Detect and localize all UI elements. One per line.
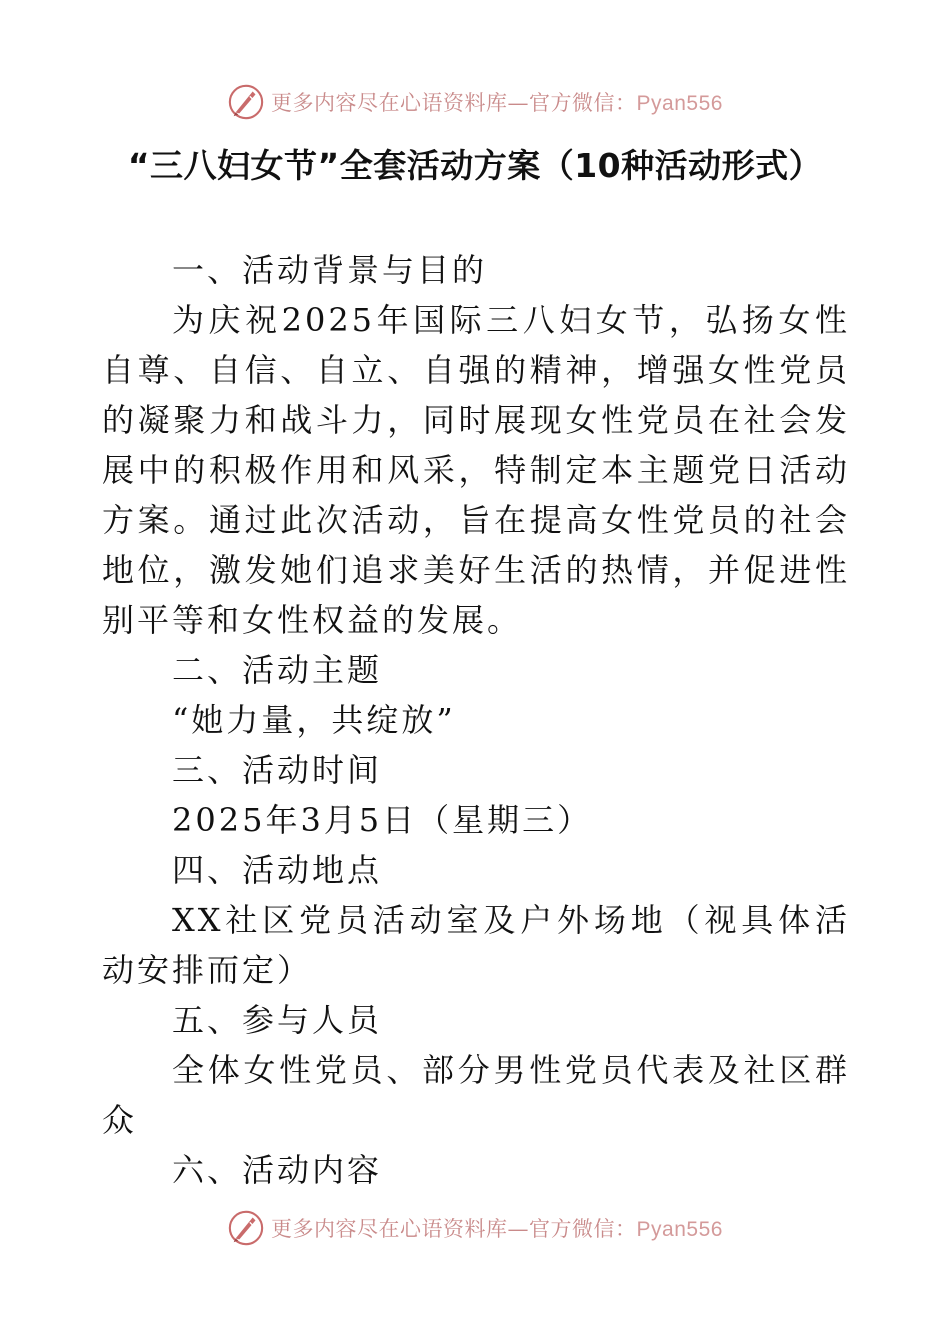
background-paragraph: 为庆祝2025年国际三八妇女节，弘扬女性自尊、自信、自立、自强的精神，增强女性党员的凝聚力和战斗力，同时展现女性党员在社会发展中的积极作用和风采，特制定本主题党日活动方案。通过此次活动，旨在提高女性党员的社会地位，激发她们追求美好生活的热情，并促进性别平等和女性权益的发展。 <box>102 301 850 639</box>
document-body <box>102 245 850 1195</box>
section-heading-time: 三、活动时间 <box>172 751 383 789</box>
watermark-header <box>0 80 950 124</box>
watermark-wechat-id: Pyan556 <box>636 92 723 115</box>
watermark-text <box>271 87 723 117</box>
place-text: XX社区党员活动室及户外场地（视具体活动安排而定） <box>102 901 850 989</box>
quill-pen-logo-icon <box>227 1209 265 1247</box>
section-heading-content: 六、活动内容 <box>172 1151 383 1189</box>
section-heading-place: 四、活动地点 <box>172 851 383 889</box>
watermark-prefix: 更多内容尽在心语资料库—官方微信： <box>271 91 637 115</box>
document-title: “三八妇女节”全套活动方案（10种活动形式） <box>127 146 823 185</box>
watermark-text <box>271 1213 723 1243</box>
watermark-wechat-id: Pyan556 <box>636 1218 723 1241</box>
watermark-prefix: 更多内容尽在心语资料库—官方微信： <box>271 1217 637 1241</box>
theme-text: “她力量，共绽放” <box>172 701 456 739</box>
watermark-footer <box>0 1206 950 1250</box>
quill-pen-logo-icon <box>227 83 265 121</box>
section-heading-background: 一、活动背景与目的 <box>172 251 488 289</box>
section-heading-people: 五、参与人员 <box>172 1001 383 1039</box>
section-heading-theme: 二、活动主题 <box>172 651 383 689</box>
time-text: 2025年3月5日（星期三） <box>172 801 593 839</box>
people-text: 全体女性党员、部分男性党员代表及社区群众 <box>102 1051 850 1139</box>
